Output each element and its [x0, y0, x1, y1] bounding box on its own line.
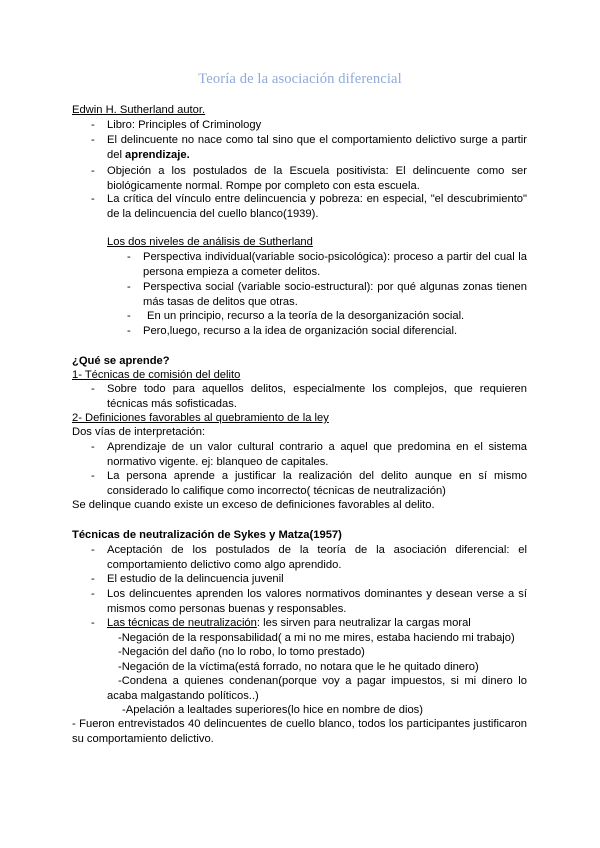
dos-vias-line: Dos vías de interpretación:: [72, 426, 206, 438]
list-item: Perspectiva individual(variable socio-psicológica): proceso a partir del cual la persona empieza a cometer delitos.: [143, 251, 527, 279]
list-item: La persona aprende a justificar la realización del delito aunque en sí mismo considerado lo califique como incorrecto( técnicas de neutralización): [107, 470, 527, 498]
list-item: Libro: Principles of Criminology: [107, 119, 262, 131]
list-item: Los delincuentes aprenden los valores normativos dominantes y desean verse a sí mismos como personas buenas y responsables.: [107, 588, 527, 616]
bullet-dash: -: [91, 441, 95, 453]
list-item: El estudio de la delincuencia juvenil: [107, 573, 284, 585]
bullet-dash: -: [91, 588, 95, 600]
sub1-heading: 1- Técnicas de comisión del delito: [72, 369, 241, 381]
final-paragraph: - Fueron entrevistados 40 delincuentes de cuello blanco, todos los participantes justificaron su comportamiento delictivo.: [72, 718, 527, 746]
list-item: -Negación de la víctima(está forrado, no notara que le he quitado dinero): [118, 661, 479, 673]
bullet-dash: -: [127, 325, 131, 337]
bullet-dash: -: [127, 251, 131, 263]
bullet-dash: -: [91, 573, 95, 585]
document-title: Teoría de la asociación diferencial: [198, 71, 402, 87]
list-item: Sobre todo para aquellos delitos, especialmente los complejos, que requieren técnicas más sofisticadas.: [107, 383, 527, 411]
bold-word: aprendizaje.: [125, 149, 190, 162]
bullet-dash: -: [91, 119, 95, 131]
tecnicas-heading: Técnicas de neutralización de Sykes y Matza(1957): [72, 529, 342, 541]
list-item: -Negación de la responsabilidad( a mi no me mires, estaba haciendo mi trabajo): [118, 632, 515, 644]
list-item: Perspectiva social (variable socio-estructural): por qué algunas zonas tienen más tasas de delitos que otras.: [143, 281, 527, 309]
las-tecnicas-label: Las técnicas de neutralización: [107, 617, 257, 629]
list-item: El delincuente no nace como tal sino que el comportamiento delictivo surge a partir del aprendizaje.: [107, 134, 527, 162]
bullet-dash: -: [91, 617, 95, 629]
bullet-dash: -: [91, 383, 95, 395]
list-item: La crítica del vínculo entre delincuencia y pobreza: en especial, "el descubrimiento" de la delincuencia del cuello blanco(1939).: [107, 193, 527, 221]
list-item: Aprendizaje de un valor cultural contrario a aquel que predomina en el sistema normativo vigente. ej: blanqueo de capitales.: [107, 441, 527, 469]
bullet-dash: -: [127, 310, 131, 322]
bullet-dash: -: [127, 281, 131, 293]
list-item: Las técnicas de neutralización: les sirven para neutralizar la cargas moral: [107, 617, 471, 629]
list-item: Objeción a los postulados de la Escuela positivista: El delincuente como ser biológicamente normal. Rompe por completo con esta escuela.: [107, 165, 527, 193]
bullet-dash: -: [91, 134, 95, 146]
se-delinque-line: Se delinque cuando existe un exceso de definiciones favorables al delito.: [72, 499, 435, 511]
sub2-heading: 2- Definiciones favorables al quebramiento de la ley: [72, 412, 329, 424]
levels-heading: Los dos niveles de análisis de Sutherland: [107, 236, 313, 248]
list-item: En un principio, recurso a la teoría de la desorganización social.: [147, 310, 465, 322]
que-heading: ¿Qué se aprende?: [72, 355, 170, 367]
list-item: Pero,luego, recurso a la idea de organización social diferencial.: [143, 325, 458, 337]
list-item: -Apelación a lealtades superiores(lo hice en nombre de dios): [122, 704, 423, 716]
list-item: Aceptación de los postulados de la teoría de la asociación diferencial: el comportamiento delictivo como algo aprendido.: [107, 544, 527, 572]
list-item: -Condena a quienes condenan(porque voy a pagar impuestos, si mi dinero lo acaba malgastando políticos..): [107, 675, 527, 703]
bullet-dash: -: [91, 544, 95, 556]
list-item: -Negación del daño (no lo robo, lo tomo prestado): [118, 646, 365, 658]
bullet-dash: -: [91, 470, 95, 482]
bullet-dash: -: [91, 193, 95, 205]
bullet-dash: -: [91, 165, 95, 177]
author-line: Edwin H. Sutherland autor.: [72, 104, 206, 116]
